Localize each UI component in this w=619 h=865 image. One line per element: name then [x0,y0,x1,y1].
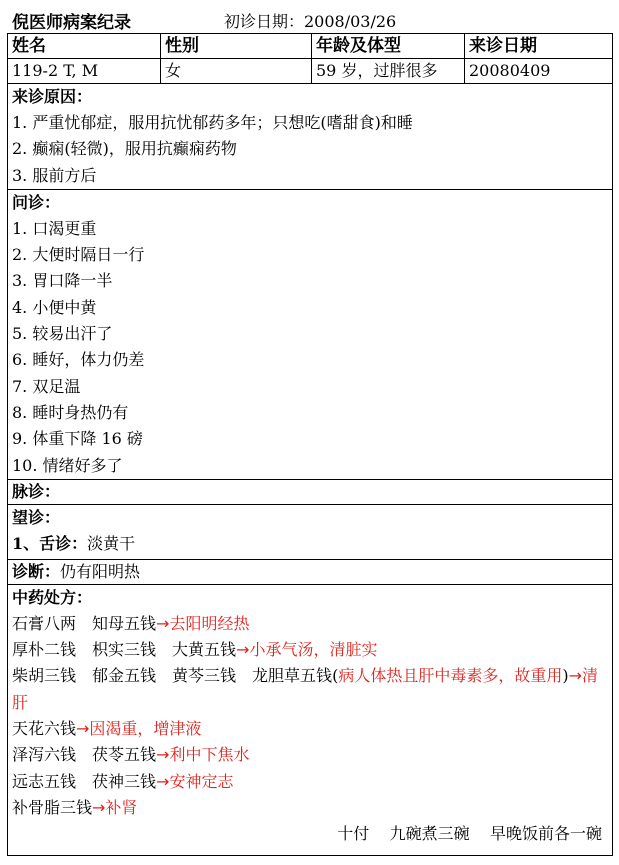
herb: 厚朴二钱 [12,640,77,660]
rx-line [12,795,608,821]
first-visit-date: 初诊日期：2008/03/26 [224,12,397,31]
rx-line [12,716,608,742]
paren-open: ( [332,666,339,686]
inquiry-label: 问诊： [12,192,61,212]
visit-date-value: 20080409 [465,59,613,84]
inquiry-item: 9. 体重下降 16 磅 [12,429,143,449]
rx-line [12,611,608,637]
pulse-section [8,479,613,504]
inquiry-item: 1. 口渴更重 [12,218,97,238]
diagnosis-section [8,559,613,584]
rx-line [12,769,608,795]
rx-line [12,742,608,768]
observe-label: 望诊： [12,507,61,527]
herb: 泽泻六钱 [12,745,77,765]
inquiry-item: 2. 大便时隔日一行 [12,245,145,265]
gender-value: 女 [161,59,312,84]
arrow-icon: → [568,666,582,686]
herb: 柴胡三钱 [12,666,77,686]
info-header-row [8,34,613,59]
diagnosis-line [12,560,608,584]
diagnosis-value: 仍有阳明热 [60,561,141,581]
record-title: 倪医师病案纪录 [12,13,131,33]
arrow-icon: → [92,797,106,817]
rx-line-long [12,663,608,716]
rx-line [12,637,608,663]
inquiry-item: 8. 睡时身热仍有 [12,402,129,422]
tongue-label: 1、舌诊： [12,533,88,553]
age-header: 年龄及体型 [312,34,465,59]
rx-note: 安神定志 [169,771,234,791]
inquiry-item: 3. 胃口降一半 [12,271,113,291]
rx-note: 利中下焦水 [169,745,250,765]
rx-paren-note: 病人体热且肝中毒素多，故重用 [338,666,563,686]
arrow-icon: → [156,745,170,765]
herb: 知母五钱 [92,613,157,633]
rx-note: 因渴重，增津液 [89,719,202,739]
name-header: 姓名 [8,34,161,59]
inquiry-section [8,189,613,479]
inquiry-item: 4. 小便中黄 [12,297,97,317]
visit-date-header: 来诊日期 [465,34,613,59]
herb: 龙胆草五钱 [252,666,333,686]
arrow-icon: → [156,771,170,791]
rx-note: 去阳明经热 [169,613,250,633]
reason-item: 3. 服前方后 [12,165,97,185]
herb: 枳实三钱 [92,640,157,660]
arrow-icon: → [76,719,90,739]
record-table [7,33,613,856]
tongue-line [12,531,608,557]
herb: 远志五钱 [12,771,77,791]
herb: 黄芩三钱 [172,666,237,686]
reason-label: 来诊原因： [12,87,93,106]
reason-section [8,84,613,190]
gender-header: 性别 [161,34,312,59]
reason-item: 1. 严重忧郁症，服用抗忧郁药多年；只想吃(嗜甜食)和睡 [12,113,413,132]
inquiry-item: 5. 较易出汗了 [12,324,113,344]
diagnosis-label: 诊断： [12,561,61,581]
rx-note: 补肾 [105,797,138,817]
prescription-section [8,584,613,855]
dosage-line: 十付 九碗煮三碗 早晚饭前各一碗 [337,824,602,844]
tongue-value: 淡黄干 [87,533,136,553]
rx-note: 小承气汤，清脏实 [249,640,378,660]
inquiry-item: 7. 双足温 [12,376,81,396]
paren-close: ) [562,666,569,686]
herb: 天花六钱 [12,719,77,739]
herb: 郁金五钱 [92,666,157,686]
herb: 茯苓五钱 [92,745,157,765]
reason-item: 2. 癫痫(轻微)，服用抗癫痫药物 [12,139,237,159]
prescription-label: 中药处方： [12,587,93,607]
rx-note: 清肝 [12,666,598,712]
herb: 大黄五钱 [172,640,237,660]
inquiry-item: 10. 情绪好多了 [12,455,123,475]
age-value: 59 岁，过胖很多 [312,59,465,84]
info-value-row [8,59,613,84]
herb: 补骨脂三钱 [12,797,93,817]
pulse-label: 脉诊： [12,481,61,501]
herb: 茯神三钱 [92,771,157,791]
inquiry-item: 6. 睡好，体力仍差 [12,350,145,370]
observe-section [8,504,613,559]
record-header [10,6,610,34]
arrow-icon: → [236,640,250,660]
arrow-icon: → [156,613,170,633]
herb: 石膏八两 [12,613,77,633]
name-value: 119-2 T, M [8,59,161,84]
